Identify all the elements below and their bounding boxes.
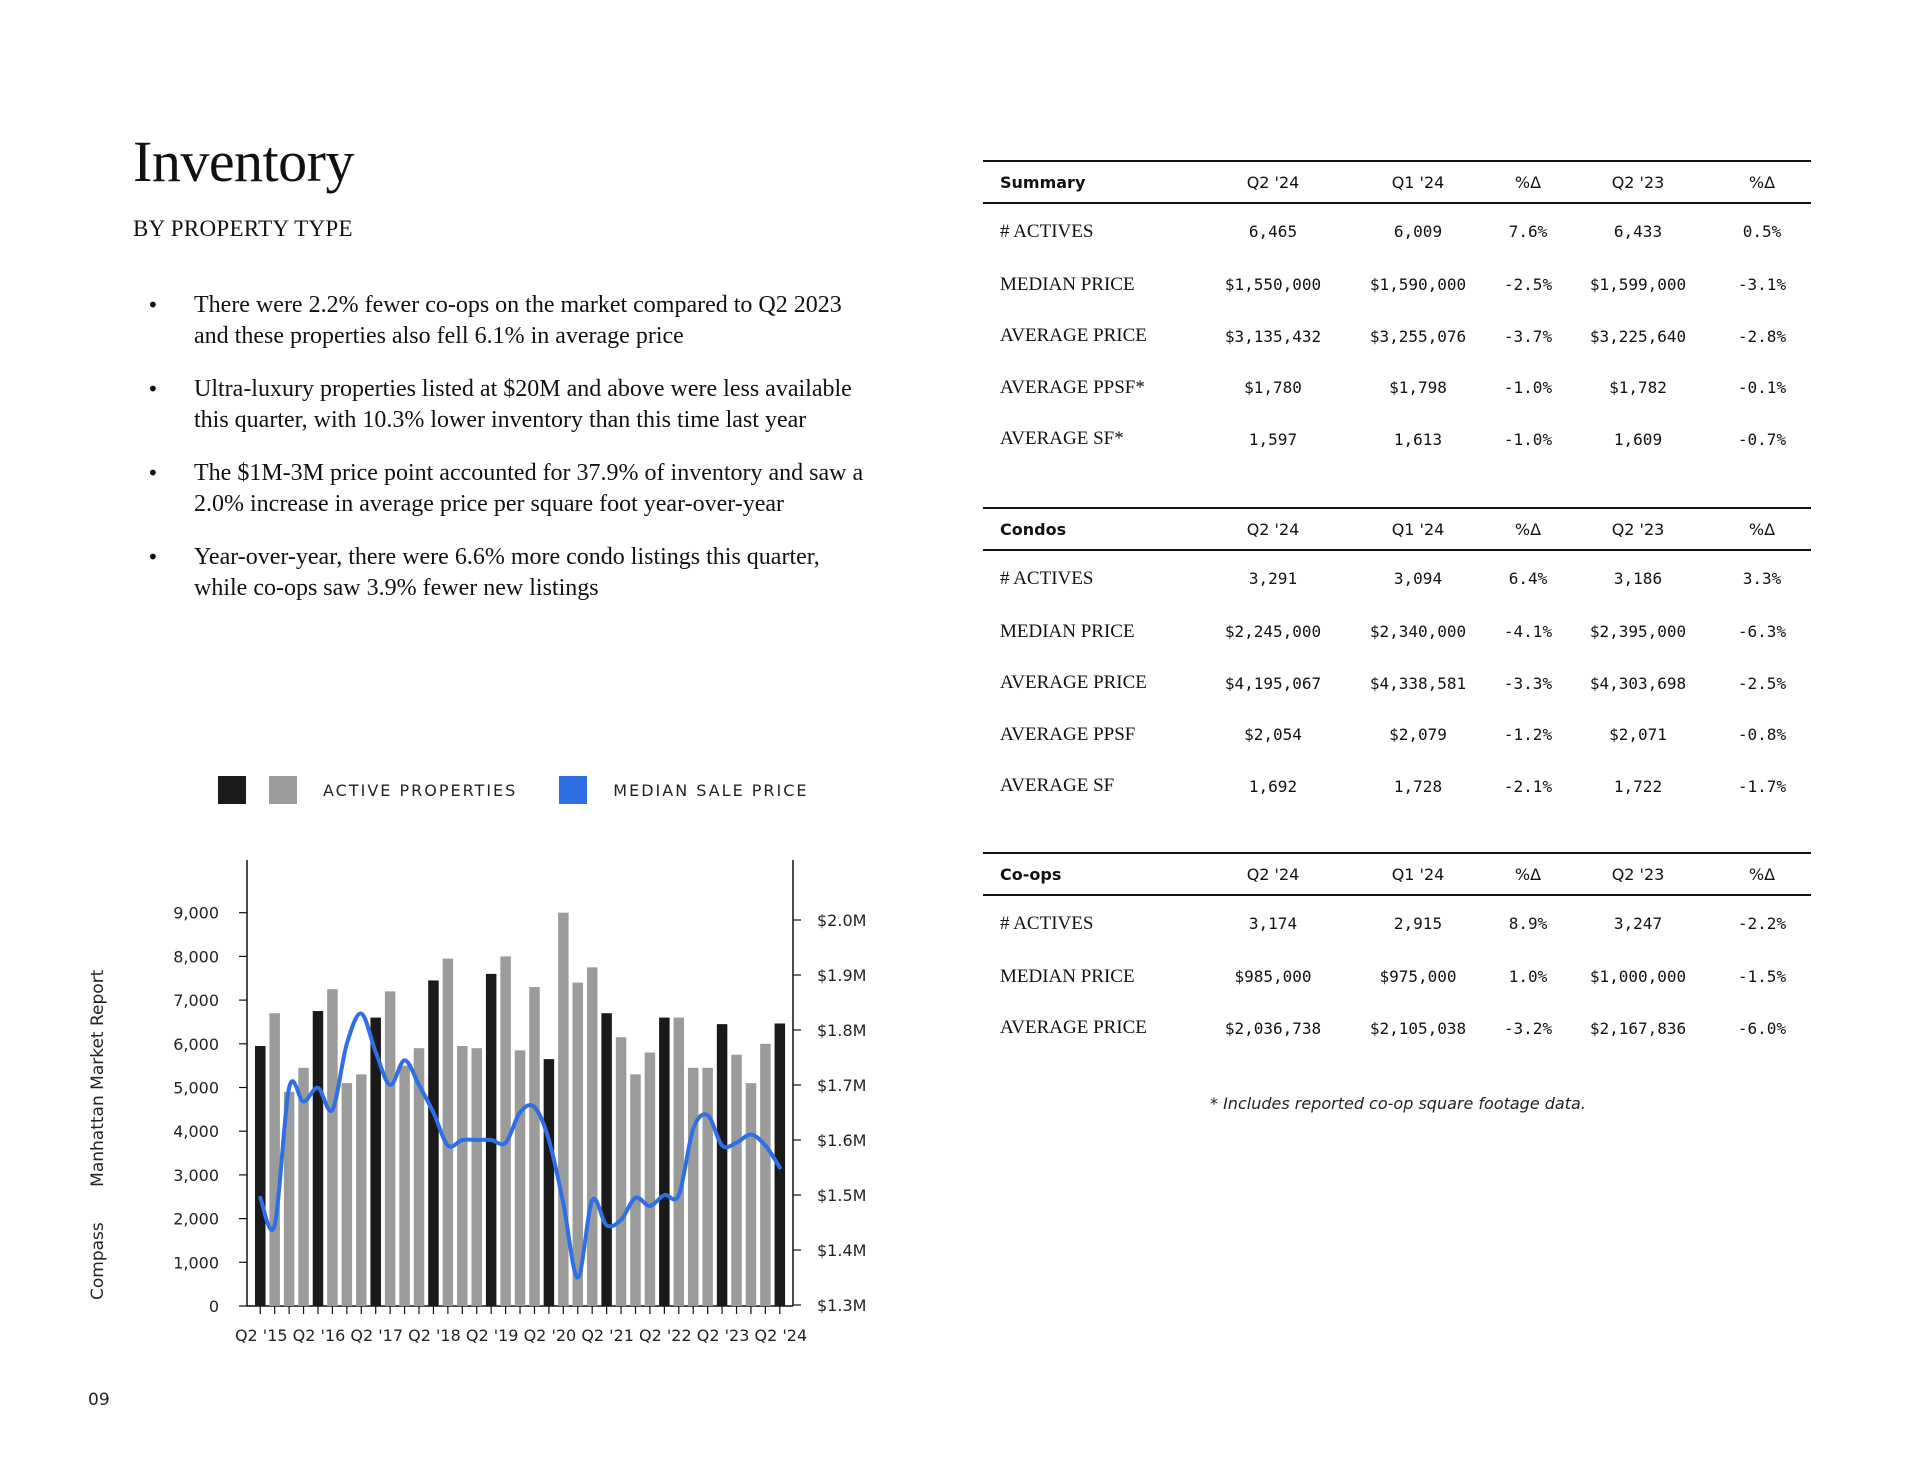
table-header-cell: %Δ [1493, 853, 1563, 895]
legend-swatch-median-icon [559, 776, 587, 804]
table-cell: $1,590,000 [1369, 275, 1467, 295]
table-cell: $3,135,432 [1224, 326, 1322, 346]
table-row [983, 1003, 1811, 1055]
table-header-cell: %Δ [1713, 161, 1811, 203]
bar [544, 1059, 555, 1306]
table-cell: 6,009 [1393, 222, 1443, 241]
row-label: # ACTIVES [1000, 220, 1094, 242]
legend-label-active: ACTIVE PROPERTIES [323, 780, 518, 800]
table-cell: -6.3% [1737, 622, 1787, 642]
y-right-tick-label: $1.7M [817, 1076, 867, 1095]
bar [674, 1018, 685, 1306]
table-header-cell: Co-ops [983, 853, 1203, 895]
table-cell: -2.5% [1503, 275, 1553, 295]
y-left-tick-label: 0 [208, 1297, 219, 1316]
bullet-text: There were 2.2% fewer co-ops on the market compared to Q2 2023 and these properties also fell 6.1% in average price [194, 292, 842, 349]
table-cell: $3,225,640 [1589, 326, 1687, 346]
bullet-dot-icon: • [147, 461, 159, 485]
bullet-list [133, 290, 873, 626]
table-row [983, 550, 1811, 606]
table-header-row [983, 508, 1811, 550]
x-tick-label: Q2 '18 [408, 1326, 461, 1345]
bullet-item [133, 542, 873, 604]
table-header-cell: Q2 '24 [1203, 853, 1343, 895]
table-cell: -2.5% [1737, 673, 1787, 693]
page-subtitle: BY PROPERTY TYPE [133, 216, 353, 241]
table-cell: -1.7% [1737, 776, 1787, 796]
table-row [983, 414, 1811, 466]
table-cell: $4,338,581 [1369, 673, 1467, 693]
table-cell: 8.9% [1508, 914, 1548, 933]
bar [356, 1074, 367, 1306]
y-right-tick-label: $1.8M [817, 1021, 867, 1040]
row-label: AVERAGE PRICE [1000, 672, 1147, 694]
bar [587, 967, 598, 1306]
bar [342, 1083, 353, 1306]
bullet-text: Ultra-luxury properties listed at $20M and above were less available this quarter, with 10.3% lower inventory than this time last year [194, 376, 852, 433]
row-label: AVERAGE SF* [1000, 428, 1124, 450]
chart-legend [218, 775, 809, 805]
row-label: AVERAGE PPSF [1000, 723, 1136, 745]
table-cell: $2,340,000 [1369, 622, 1467, 642]
bar [385, 991, 396, 1306]
table-cell: $2,245,000 [1224, 622, 1322, 642]
table-cell: 6,433 [1613, 222, 1663, 241]
legend-swatch-q2-icon [218, 776, 246, 804]
side-label-report: Manhattan Market Report [88, 969, 108, 1187]
table-cell: $1,000,000 [1589, 967, 1687, 987]
bar [298, 1068, 309, 1306]
bar [601, 1013, 612, 1306]
table-header-cell: %Δ [1493, 508, 1563, 550]
legend-label-median: MEDIAN SALE PRICE [613, 780, 809, 800]
bar [443, 959, 454, 1306]
bar [428, 980, 439, 1306]
bullet-item [133, 290, 873, 352]
table-cell: -2.8% [1737, 326, 1787, 346]
table-cell: $2,079 [1389, 725, 1447, 745]
table-cell: $4,303,698 [1589, 673, 1687, 693]
table-header-cell: Q1 '24 [1343, 161, 1493, 203]
bar [471, 1048, 482, 1306]
bullet-text: The $1M-3M price point accounted for 37.9% of inventory and saw a 2.0% increase in average price per square foot year-over-year [194, 460, 864, 517]
x-tick-label: Q2 '19 [465, 1326, 519, 1345]
table-cell: 2,915 [1393, 914, 1443, 933]
row-label: MEDIAN PRICE [1000, 273, 1135, 295]
table-cell: $4,195,067 [1224, 673, 1322, 693]
y-right-tick-label: $1.3M [817, 1296, 867, 1315]
y-left-tick-label: 5,000 [173, 1078, 219, 1098]
table-row [983, 709, 1811, 761]
table-cell: -1.0% [1503, 378, 1553, 398]
bar [255, 1046, 266, 1306]
table-cell: -1.2% [1503, 725, 1553, 745]
table-cell: 1,613 [1393, 429, 1443, 449]
table-header-cell: Q2 '24 [1203, 508, 1343, 550]
table-cell: -2.2% [1737, 914, 1787, 933]
table-cell: 1,722 [1613, 776, 1663, 796]
table-cell: -3.1% [1737, 275, 1787, 295]
side-label [88, 960, 114, 1300]
bar [688, 1068, 699, 1306]
bar [327, 989, 338, 1306]
table-cell: -4.1% [1503, 622, 1553, 642]
row-label: AVERAGE PPSF* [1000, 376, 1145, 398]
table-header-cell: %Δ [1713, 853, 1811, 895]
table-cell: 3,186 [1613, 569, 1663, 588]
bar [529, 987, 540, 1306]
bar [457, 1046, 468, 1306]
table-cell: 0.5% [1742, 222, 1782, 241]
table-cell: $2,036,738 [1224, 1018, 1322, 1038]
row-label: MEDIAN PRICE [1000, 965, 1135, 987]
table-cell: -0.8% [1737, 725, 1787, 745]
table-row [983, 761, 1811, 813]
row-label: MEDIAN PRICE [1000, 620, 1135, 642]
y-right-tick-label: $1.4M [817, 1241, 867, 1260]
y-left-tick-label: 8,000 [173, 947, 219, 967]
table-cell: 1,609 [1613, 429, 1663, 449]
bullet-item [133, 458, 873, 520]
table-cell: $2,054 [1244, 725, 1302, 745]
table-cell: 1,692 [1248, 776, 1298, 796]
table-row [983, 658, 1811, 710]
footnote: * Includes reported co-op square footage data. [1210, 1094, 1586, 1113]
y-left-tick-label: 9,000 [173, 903, 219, 923]
table-cell: 3,291 [1248, 569, 1298, 588]
table-cell: -1.5% [1737, 967, 1787, 987]
table-cell: $1,782 [1609, 378, 1667, 398]
bar [760, 1044, 771, 1306]
page-number: 09 [88, 1390, 110, 1410]
bar [717, 1024, 728, 1306]
table-header-cell: Condos [983, 508, 1203, 550]
row-label: AVERAGE PRICE [1000, 1017, 1147, 1039]
x-tick-label: Q2 '20 [523, 1326, 577, 1345]
summary-table [983, 160, 1811, 465]
page-title: Inventory [133, 129, 354, 194]
bullet-dot-icon: • [147, 293, 159, 317]
y-left-tick-label: 4,000 [173, 1122, 219, 1142]
bullet-dot-icon: • [147, 545, 159, 569]
side-label-brand: Compass [88, 1222, 108, 1300]
table-cell: 3,247 [1613, 914, 1663, 933]
bar [558, 913, 569, 1306]
table-header-row [983, 161, 1811, 203]
table-cell: -1.0% [1503, 429, 1553, 449]
bar [313, 1011, 324, 1306]
table-cell: -3.3% [1503, 673, 1553, 693]
table-row [983, 203, 1811, 259]
y-right-tick-label: $2.0M [817, 911, 867, 930]
legend-swatch-active-icon [269, 776, 297, 804]
row-label: # ACTIVES [1000, 912, 1094, 934]
table-cell: 6.4% [1508, 569, 1548, 588]
y-right-tick-label: $1.5M [817, 1186, 867, 1205]
table-header-cell: Q2 '23 [1563, 161, 1713, 203]
x-tick-label: Q2 '22 [639, 1326, 692, 1345]
bar [269, 1013, 280, 1306]
row-label: AVERAGE SF [1000, 775, 1115, 797]
table-cell: -6.0% [1737, 1018, 1787, 1038]
table-cell: $1,780 [1244, 378, 1302, 398]
bar [659, 1018, 670, 1306]
table-header-cell: %Δ [1493, 161, 1563, 203]
table-cell: 3,174 [1248, 914, 1298, 933]
table-cell: $2,071 [1609, 725, 1667, 745]
table-row [983, 606, 1811, 658]
table-cell: $2,105,038 [1369, 1018, 1467, 1038]
table-header-row [983, 853, 1811, 895]
bar [616, 1037, 627, 1306]
table-cell: $3,255,076 [1369, 326, 1467, 346]
table-cell: $1,599,000 [1589, 275, 1687, 295]
y-left-tick-label: 1,000 [173, 1253, 219, 1273]
x-tick-label: Q2 '24 [754, 1326, 808, 1345]
table-header-cell: %Δ [1713, 508, 1811, 550]
table-cell: $2,395,000 [1589, 622, 1687, 642]
table-header-cell: Q2 '23 [1563, 508, 1713, 550]
bar [731, 1055, 742, 1306]
bullet-item [133, 374, 873, 436]
bar [702, 1068, 713, 1306]
condos-table [983, 507, 1811, 812]
y-left-tick-label: 7,000 [173, 991, 219, 1011]
x-tick-label: Q2 '23 [696, 1326, 750, 1345]
table-cell: 1,728 [1393, 776, 1443, 796]
table-cell: $2,167,836 [1589, 1018, 1687, 1038]
x-tick-label: Q2 '17 [350, 1326, 404, 1345]
table-row [983, 311, 1811, 363]
table-cell: $985,000 [1234, 967, 1312, 987]
y-right-tick-label: $1.6M [817, 1131, 867, 1150]
x-tick-label: Q2 '16 [292, 1326, 346, 1345]
table-cell: -3.2% [1503, 1018, 1553, 1038]
table-header-cell: Q2 '23 [1563, 853, 1713, 895]
table-cell: 1.0% [1508, 967, 1548, 987]
bar [399, 1066, 410, 1306]
table-cell: 3,094 [1393, 569, 1443, 588]
table-cell: 6,465 [1248, 222, 1298, 241]
bar [746, 1083, 757, 1306]
table-cell: 3.3% [1742, 569, 1782, 588]
table-cell: -2.1% [1503, 776, 1553, 796]
table-cell: -3.7% [1503, 326, 1553, 346]
table-row [983, 362, 1811, 414]
bullet-text: Year-over-year, there were 6.6% more condo listings this quarter, while co-ops saw 3.9% fewer new listings [194, 544, 820, 601]
row-label: # ACTIVES [1000, 567, 1094, 589]
table-cell: -0.7% [1737, 429, 1787, 449]
table-row [983, 951, 1811, 1003]
row-label: AVERAGE PRICE [1000, 325, 1147, 347]
bar [500, 956, 511, 1306]
table-header-cell: Q1 '24 [1343, 508, 1493, 550]
table-header-cell: Q1 '24 [1343, 853, 1493, 895]
inventory-chart [140, 860, 900, 1360]
table-cell: $975,000 [1379, 967, 1457, 987]
bullet-dot-icon: • [147, 377, 159, 401]
x-tick-label: Q2 '15 [234, 1326, 288, 1345]
x-tick-label: Q2 '21 [581, 1326, 634, 1345]
table-cell: $1,798 [1389, 378, 1447, 398]
y-left-tick-label: 3,000 [173, 1165, 219, 1185]
y-left-tick-label: 2,000 [173, 1209, 219, 1229]
table-cell: $1,550,000 [1224, 275, 1322, 295]
bar [645, 1053, 656, 1306]
y-right-tick-label: $1.9M [817, 966, 867, 985]
table-cell: 1,597 [1248, 429, 1298, 449]
table-row [983, 259, 1811, 311]
table-cell: 7.6% [1508, 222, 1548, 241]
table-cell: -0.1% [1737, 378, 1787, 398]
table-header-cell: Q2 '24 [1203, 161, 1343, 203]
coops-table [983, 852, 1811, 1054]
table-header-cell: Summary [983, 161, 1203, 203]
bar [630, 1074, 641, 1306]
y-left-tick-label: 6,000 [173, 1034, 219, 1054]
table-row [983, 895, 1811, 951]
bar [515, 1050, 526, 1306]
